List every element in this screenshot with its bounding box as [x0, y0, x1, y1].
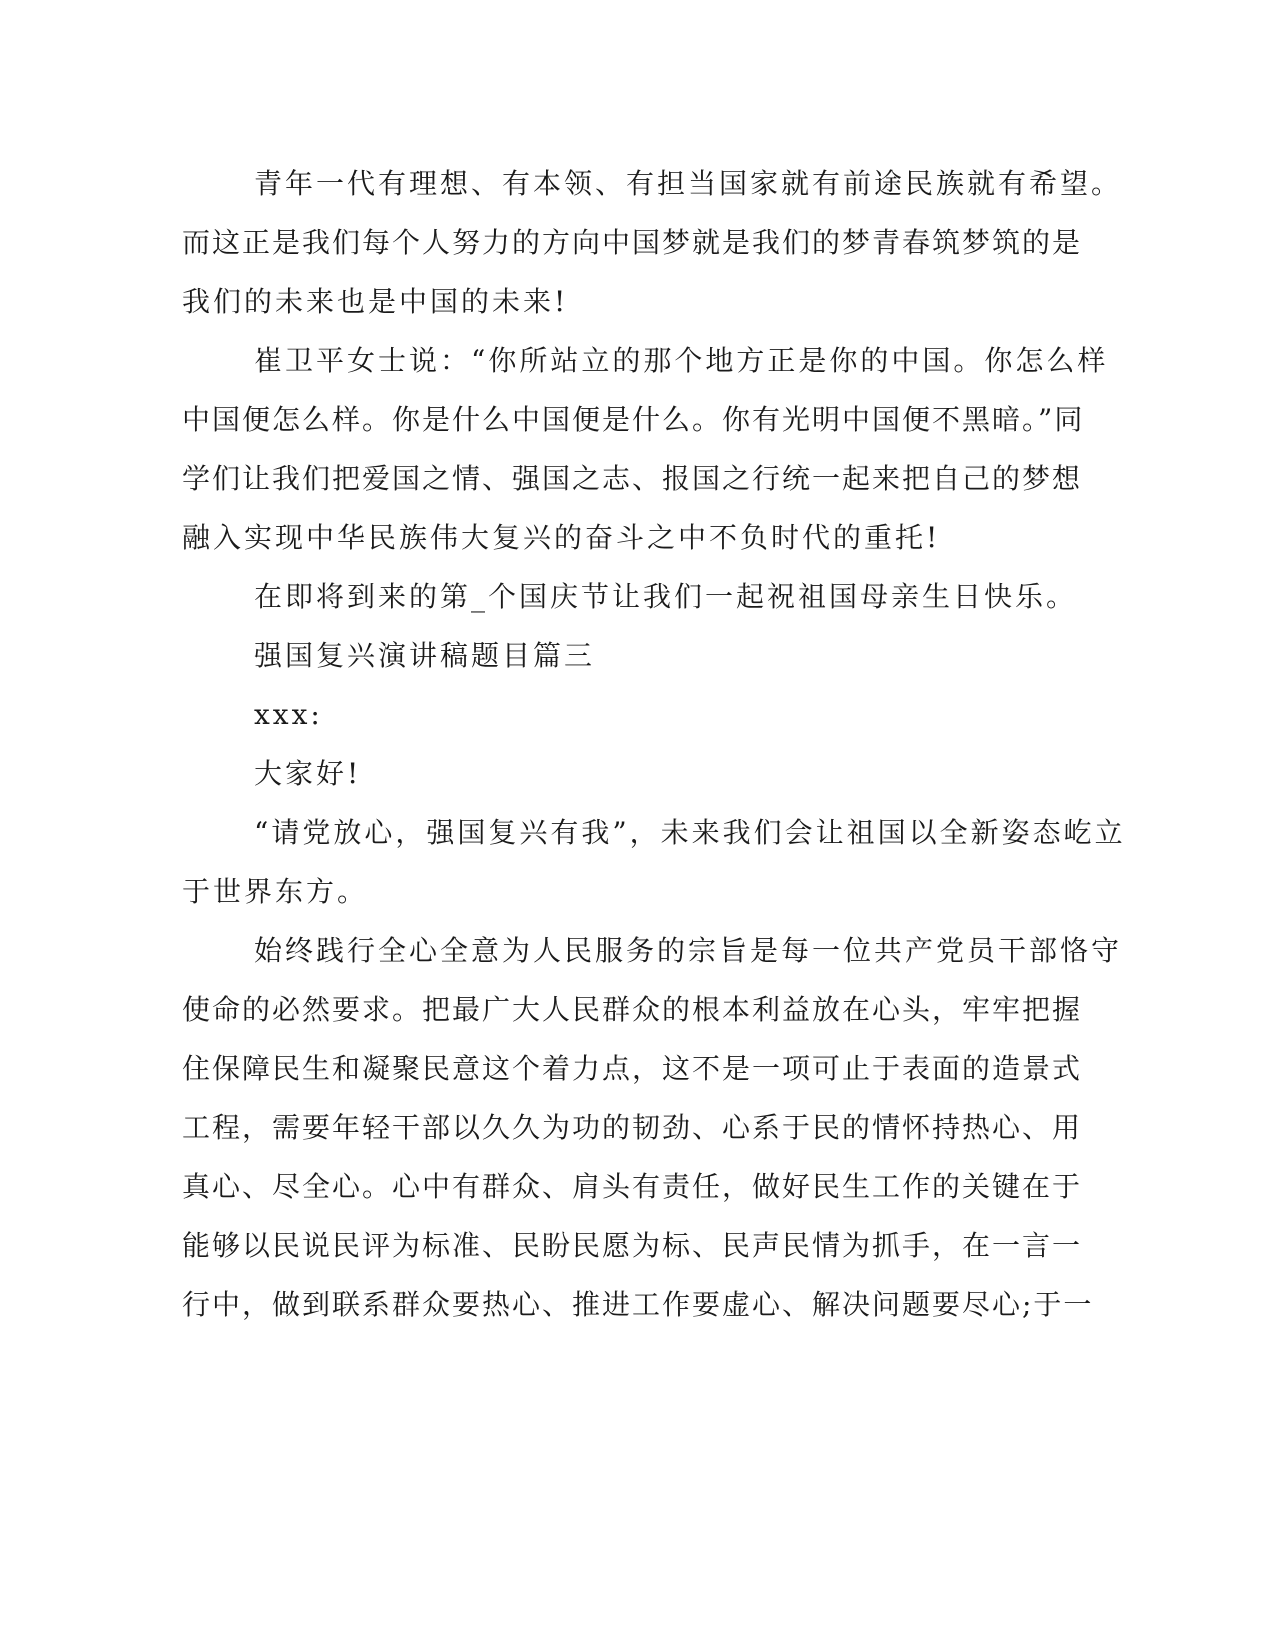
text-line	[0, 1047, 1275, 1091]
paragraph-text: 于世界东方。	[182, 875, 369, 908]
text-line	[0, 398, 1275, 442]
paragraph-text: 融入实现中华民族伟大复兴的奋斗之中不负时代的重托!	[182, 521, 941, 554]
text-line	[0, 516, 1275, 560]
text-line	[0, 1283, 1275, 1327]
paragraph-text: 中国便怎么样。你是什么中国便是什么。你有光明中国便不黑暗。”同	[182, 403, 1085, 436]
text-line	[0, 929, 1275, 973]
text-line	[0, 1106, 1275, 1150]
paragraph-text: 能够以民说民评为标准、民盼民愿为标、民声民情为抓手，在一言一	[182, 1229, 1083, 1262]
text-line	[0, 457, 1275, 501]
paragraph-text: 行中，做到联系群众要热心、推进工作要虚心、解决问题要尽心;于一	[182, 1288, 1094, 1321]
paragraph-text: 工程，需要年轻干部以久久为功的韧劲、心系于民的情怀持热心、用	[182, 1111, 1083, 1144]
paragraph-text: 学们让我们把爱国之情、强国之志、报国之行统一起来把自己的梦想	[182, 462, 1083, 495]
text-line	[0, 988, 1275, 1032]
text-line	[0, 162, 1275, 206]
paragraph-text: 在即将到来的第_个国庆节让我们一起祝祖国母亲生日快乐。	[254, 580, 1078, 613]
text-line	[0, 575, 1275, 619]
paragraph-text: 我们的未来也是中国的未来!	[182, 285, 569, 318]
paragraph-text: 真心、尽全心。心中有群众、肩头有责任，做好民生工作的关键在于	[182, 1170, 1083, 1203]
section-heading: 强国复兴演讲稿题目篇三	[254, 639, 596, 672]
paragraph-text: 崔卫平女士说：“你所站立的那个地方正是你的中国。你怎么样	[254, 344, 1109, 377]
paragraph-text: 使命的必然要求。把最广大人民群众的根本利益放在心头，牢牢把握	[182, 993, 1083, 1026]
text-line	[0, 870, 1275, 914]
text-line	[0, 1165, 1275, 1209]
text-line	[0, 221, 1275, 265]
salutation: xxx:	[254, 698, 323, 731]
text-line	[0, 693, 1275, 737]
paragraph-text: “请党放心，强国复兴有我”，未来我们会让祖国以全新姿态屹立	[254, 816, 1126, 849]
paragraph-text: 始终践行全心全意为人民服务的宗旨是每一位共产党员干部恪守	[254, 934, 1123, 967]
text-line	[0, 634, 1275, 678]
text-line	[0, 339, 1275, 383]
paragraph-text: 而这正是我们每个人努力的方向中国梦就是我们的梦青春筑梦筑的是	[182, 226, 1083, 259]
text-line	[0, 1224, 1275, 1268]
paragraph-text: 青年一代有理想、有本领、有担当国家就有前途民族就有希望。	[254, 167, 1123, 200]
text-line	[0, 752, 1275, 796]
text-line	[0, 811, 1275, 855]
paragraph-text: 住保障民生和凝聚民意这个着力点，这不是一项可止于表面的造景式	[182, 1052, 1083, 1085]
greeting: 大家好!	[254, 757, 362, 790]
text-line	[0, 280, 1275, 324]
